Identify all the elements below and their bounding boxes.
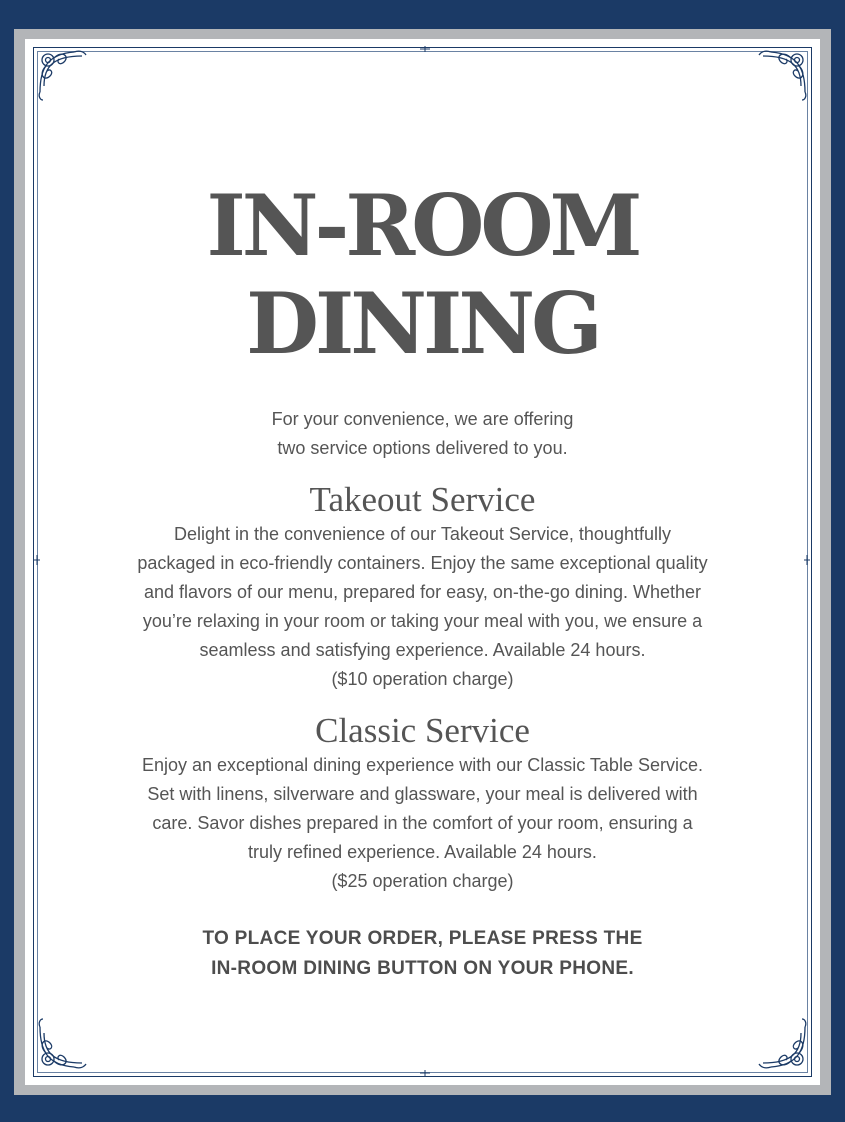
takeout-line: Delight in the convenience of our Takeout Service, thoughtfully	[174, 524, 671, 544]
order-instructions-line-1: TO PLACE YOUR ORDER, PLEASE PRESS THE	[202, 928, 643, 949]
classic-line: Enjoy an exceptional dining experience with our Classic Table Service.	[142, 755, 703, 775]
flourish-corner-icon	[34, 1013, 94, 1073]
flourish-corner-icon	[34, 46, 94, 106]
title-line-1: IN-ROOM	[206, 176, 639, 275]
takeout-heading: Takeout Service	[309, 480, 536, 519]
side-tick-icon	[420, 1070, 430, 1076]
order-instructions	[0, 924, 845, 984]
classic-description	[0, 751, 845, 867]
takeout-line: and flavors of our menu, prepared for easy, on-the-go dining. Whether	[144, 582, 701, 602]
takeout-charge: ($10 operation charge)	[331, 669, 514, 689]
takeout-line: seamless and satisfying experience. Available 24 hours.	[199, 640, 646, 660]
side-tick-icon	[420, 46, 430, 52]
intro-line: two service options delivered to you.	[277, 438, 568, 458]
takeout-line: you’re relaxing in your room or taking your meal with you, we ensure a	[142, 611, 703, 631]
classic-charge: ($25 operation charge)	[331, 871, 514, 891]
flourish-corner-icon	[751, 46, 811, 106]
classic-line: care. Savor dishes prepared in the comfort of your room, ensuring a	[152, 813, 693, 833]
intro-line: For your convenience, we are offering	[271, 409, 574, 429]
intro-text	[0, 405, 845, 463]
title-line-2: DINING	[246, 274, 599, 373]
order-instructions-line-2: IN-ROOM DINING BUTTON ON YOUR PHONE.	[211, 958, 634, 979]
takeout-line: packaged in eco-friendly containers. Enjoy the same exceptional quality	[137, 553, 708, 573]
classic-line: Set with linens, silverware and glassware, your meal is delivered with	[147, 784, 698, 804]
classic-line: truly refined experience. Available 24 hours.	[248, 842, 597, 862]
flourish-corner-icon	[751, 1013, 811, 1073]
takeout-description	[0, 520, 845, 665]
classic-heading: Classic Service	[315, 711, 530, 750]
